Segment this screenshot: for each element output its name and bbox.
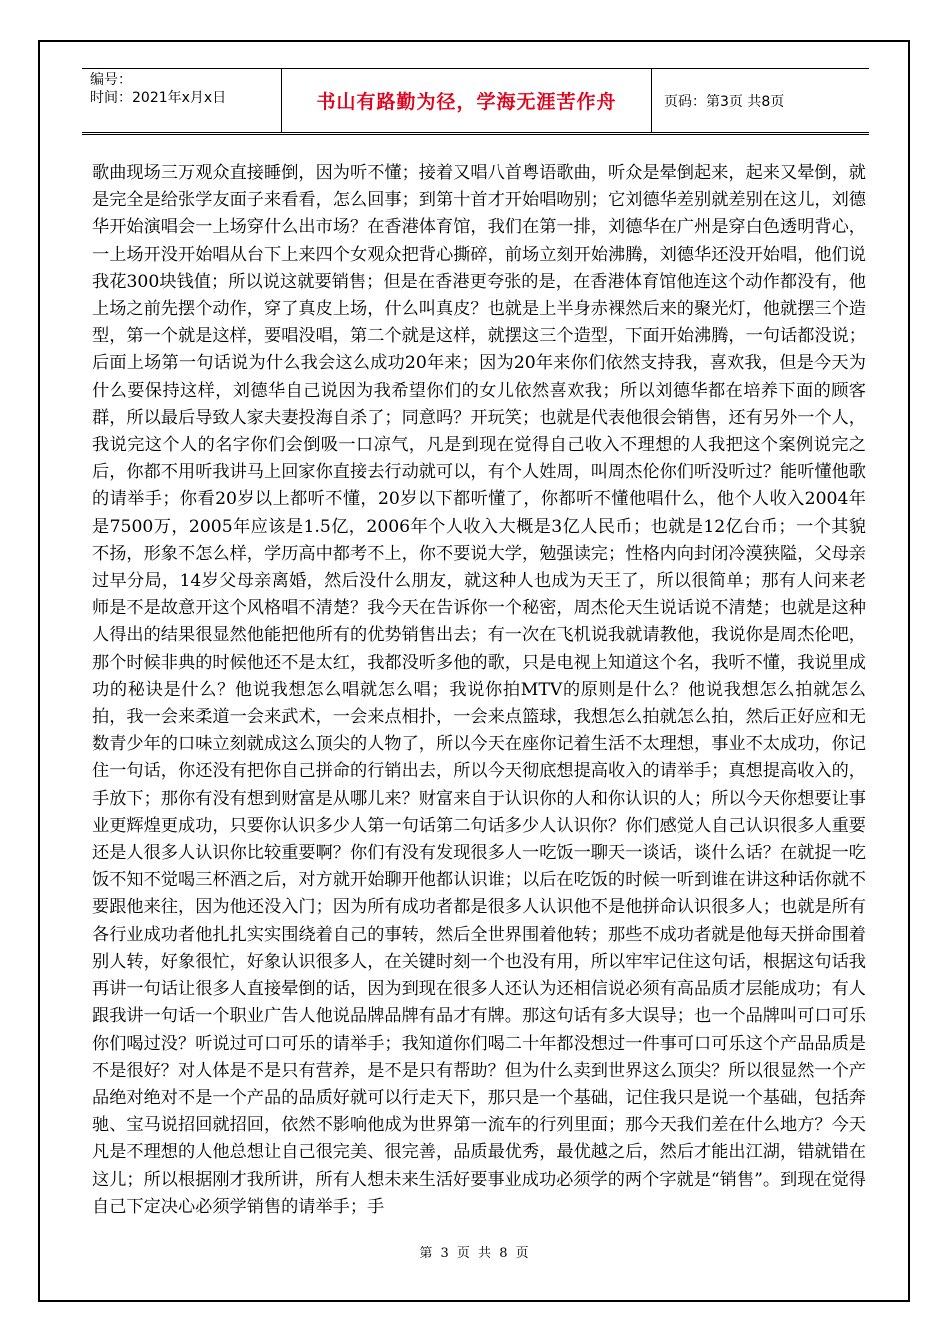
header-page-number: 页码：第3页 共8页	[664, 93, 785, 110]
date-label: 时间：2021年x月x日	[90, 90, 227, 106]
header-meta	[82, 69, 282, 132]
page-header	[82, 68, 869, 135]
body-paragraph: 歌曲现场三万观众直接睡倒，因为听不懂；接着又唱八首粤语歌曲，听众是晕倒起来，起来又晕倒，就是完全是给张学友面子来看看，怎么回事；到第十首才开始唱吻别；它刘德华差别就差别在这儿，刘德华开始演唱会一上场穿什么出市场？在香港体育馆，我们在第一排，刘德华在广州是穿白色透明背心，一上场开没开始唱从台下上来四个女观众把背心撕碎，前场立刻开始沸腾，刘德华还没开始唱，他们说我花300块钱值；所以说这就要销售；但是在香港更夸张的是，在香港体育馆他连这个动作都没有，他上场之前先摆个动作，穿了真皮上场，什么叫真皮？也就是上半身赤裸然后来的聚光灯，他就摆三个造型，第一个就是这样，要唱没唱，第二个就是这样，就摆这三个造型，下面开始沸腾，一句话都没说；后面上场第一句话说为什么我会这么成功20年来；因为20年来你们依然支持我，喜欢我，但是今天为什么要保持这样，刘德华自己说因为我希望你们的女儿依然喜欢我；所以刘德华都在培养下面的顾客群，所以最后导致人家夫妻投海自杀了；同意吗？开玩笑；也就是代表他很会销售，还有另外一个人，我说完这个人的名字你们会倒吸一口凉气，凡是到现在觉得自己收入不理想的人我把这个案例说完之后，你都不用听我讲马上回家你直接去行动就可以，有个人姓周，叫周杰伦你们听没听过？能听懂他歌的请举手；你看20岁以上都听不懂，20岁以下都听懂了，你都听不懂他唱什么，他个人收入2004年是7500万，2005年应该是1.5亿，2006年个人收入大概是3亿人民币；也就是12亿台币；一个其貌不扬，形象不怎么样，学历高中都考不上，你不要说大学，勉强读完；性格内向封闭冷漠狭隘，父母亲过早分局，14岁父母亲离婚，然后没什么朋友，就这种人也成为天王了，所以很简单；那有人问来老师是不是故意开这个风格唱不清楚？我今天在告诉你一个秘密，周杰伦天生说话说不清楚；也就是这种人得出的结果很显然他能把他所有的优势销售出去；有一次在飞机说我就请教他，我说你是周杰伦吧，那个时候非典的时候他还不是太红，我都没听多他的歌，只是电视上知道这个名，我听不懂，我说里成功的秘诀是什么？他说我想怎么唱就怎么唱；我说你拍MTV的原则是什么？他说我想怎么拍就怎么拍，我一会来柔道一会来武术，一会来点相扑，一会来点篮球，我想怎么拍就怎么拍，然后正好应和无数青少年的口味立刻就成这么顶尖的人物了，所以今天在座你记着生活不太理想，事业不太成功，你记住一句话，你还没有把你自己拼命的行销出去，所以今天彻底想提高收入的请举手；真想提高收入的，手放下；那你有没有想到财富是从哪儿来？财富来自于认识你的人和你认识的人；所以今天你想要让事业更辉煌更成功，只要你认识多少人第一句话第二句话多少人认识你？你们感觉人自己认识很多人重要还是人很多人认识你比较重要啊？你们有没有发现很多人一吃饭一聊天一谈话，谈什么话？在就捉一吃饭不知不觉喝三杯酒之后，对方就开始聊开他都认识谁；以后在吃饭的时候一听到谁在讲这种话你就不要跟他来往，因为他还没入门；因为所有成功者都是很多人认识他不是他拼命认识很多人；也就是所有各行业成功者他扎扎实实围绕着自己的事转，然后全世界围着他转；那些不成功者就是他每天拼命围着别人转，好象很忙，好象认识很多人，在关键时刻一个也没有用，所以牢牢记住这句话，根据这句话我再讲一句话让很多人直接晕倒的话，因为到现在很多人还认为还相信说必须有高品质才层能成功；有人跟我讲一句话一个职业广告人他说品牌品牌有品才有牌。那这句话有多大误导；也一个品牌叫可口可乐你们喝过没？听说过可口可乐的请举手；我知道你们喝二十年都没想过一件事可口可乐这个产品品质是不是很好？对人体是不是只有营养，是不是只有帮助？但为什么卖到世界这么顶尖？所以很显然一个产品绝对绝对不是一个产品的品质好就可以行走天下，那只是一个基础，记住我只是说一个基础，包括奔驰、宝马说招回就招回，依然不影响他成为世界第一流车的行列里面；那今天我们差在什么地方？今天凡是不理想的人他总想让自己很完美、很完善，品质最优秀，最优越之后，然后才能出江湖，错就错在这儿；所以根据刚才我所讲，所有人想未来生活好要事业成功必须学的两个字就是“销售”。到现在觉得自己下定决心必须学销售的请举手；手	[92, 163, 866, 1217]
header-motto: 书山有路勤为径，学海无涯苦作舟	[282, 69, 652, 132]
page-footer: 第 3 页 共 8 页	[419, 1246, 531, 1261]
serial-number-label: 编号：	[90, 72, 132, 88]
